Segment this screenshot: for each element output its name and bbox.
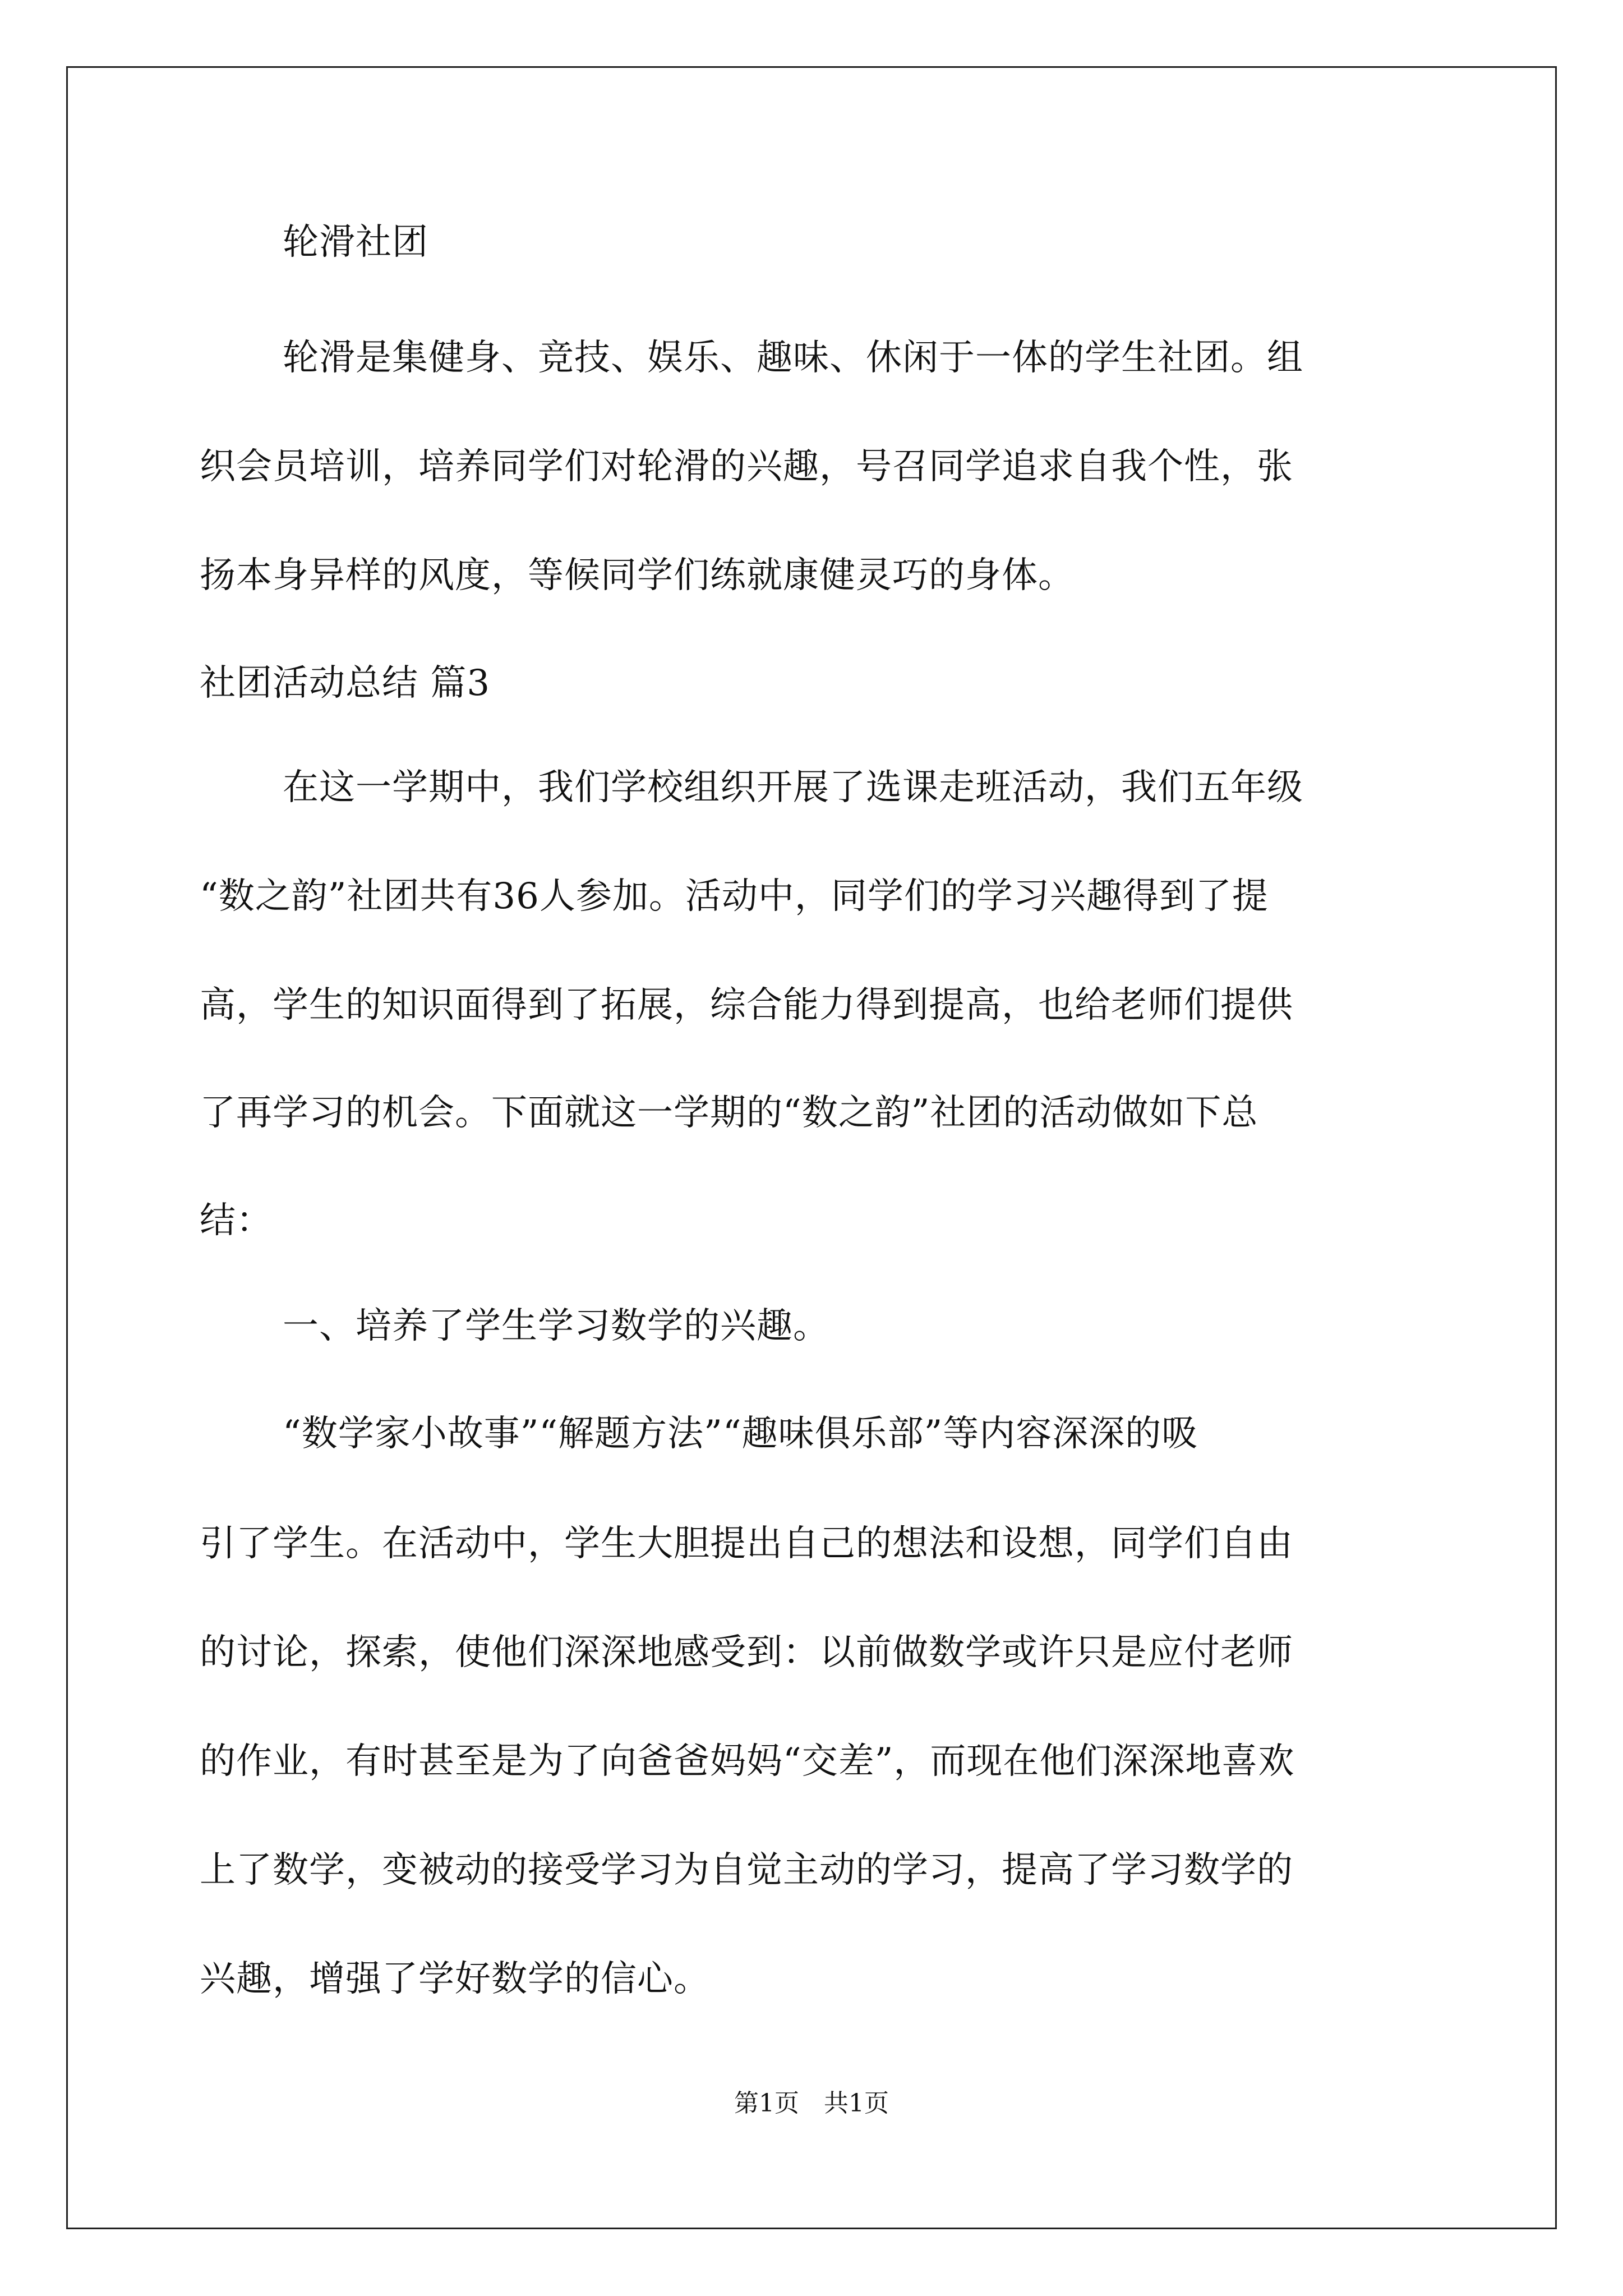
paragraph-line: 引了学生。在活动中，学生大胆提出自己的想法和设想，同学们自由 <box>200 1523 1293 1565</box>
section-heading: 社团活动总结 篇3 <box>200 662 491 704</box>
paragraph-line: 在这一学期中，我们学校组织开展了选课走班活动，我们五年级 <box>283 767 1303 808</box>
section-title: 轮滑社团 <box>283 222 428 263</box>
page-border <box>66 66 1557 2229</box>
paragraph-line: 的作业，有时甚至是为了向爸爸妈妈“交差”，而现在他们深深地喜欢 <box>200 1741 1295 1782</box>
paragraph-line: 结： <box>200 1200 273 1241</box>
paragraph-line: 了再学习的机会。下面就这一学期的“数之韵”社团的活动做如下总 <box>200 1092 1258 1134</box>
paragraph-line: “数学家小故事”“解题方法”“趣味俱乐部”等内容深深的吸 <box>283 1413 1198 1455</box>
paragraph-line: 扬本身异样的风度，等候同学们练就康健灵巧的身体。 <box>200 555 1075 596</box>
paragraph-line: 上了数学，变被动的接受学习为自觉主动的学习，提高了学习数学的 <box>200 1849 1293 1891</box>
paragraph-line: 织会员培训，培养同学们对轮滑的兴趣，号召同学追求自我个性，张 <box>200 446 1293 487</box>
paragraph-line: 兴趣，增强了学好数学的信心。 <box>200 1958 710 2000</box>
page-number: 第1页 共1页 <box>734 2089 889 2118</box>
subheading: 一、培养了学生学习数学的兴趣。 <box>283 1305 829 1347</box>
paragraph-line: 高，学生的知识面得到了拓展，综合能力得到提高，也给老师们提供 <box>200 984 1293 1026</box>
paragraph-line: 轮滑是集健身、竞技、娱乐、趣味、休闲于一体的学生社团。组 <box>283 337 1303 379</box>
paragraph-line: 的讨论，探索，使他们深深地感受到：以前做数学或许只是应付老师 <box>200 1632 1293 1673</box>
paragraph-line: “数之韵”社团共有36人参加。活动中，同学们的学习兴趣得到了提 <box>200 876 1269 917</box>
